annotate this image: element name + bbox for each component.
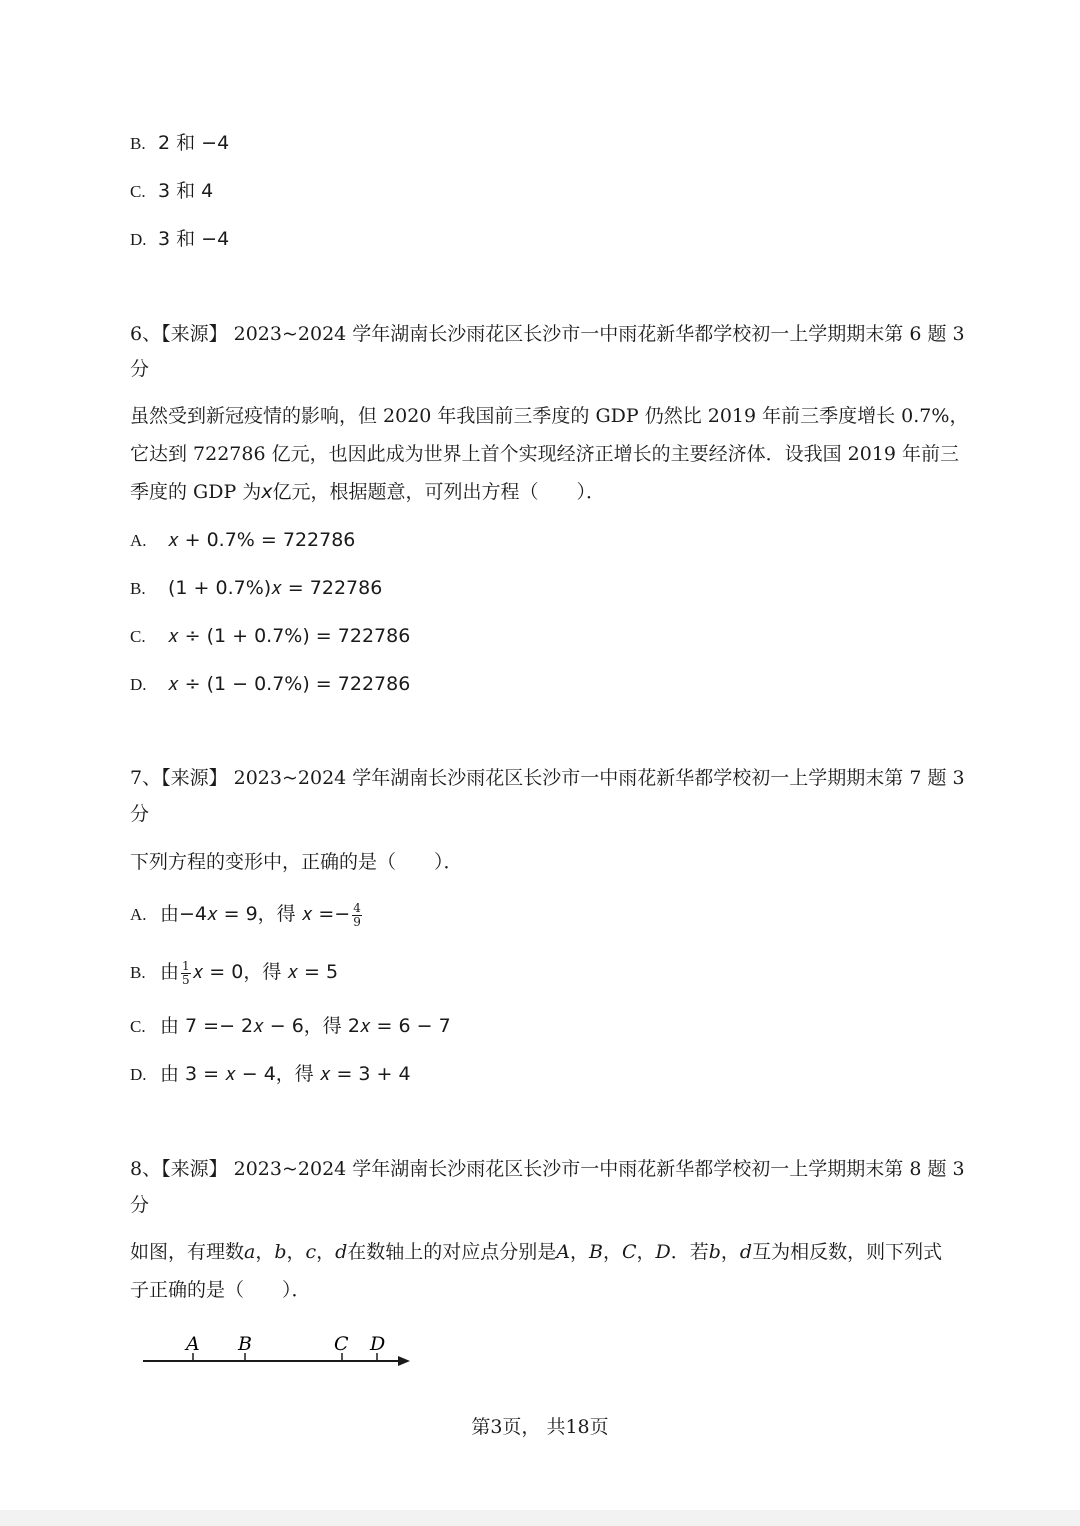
fraction-denominator: 5: [182, 972, 190, 987]
option-text: 3 和 4: [158, 180, 214, 202]
question-6-source: 6、【来源】 2023~2024 学年湖南长沙雨花区长沙市一中雨花新华都学校初一上学期期末第 6 题 3: [130, 323, 965, 345]
option-letter: D.: [130, 675, 147, 694]
option-letter: D.: [130, 1065, 147, 1084]
axis-label-a: A: [186, 1333, 200, 1355]
option-letter: B.: [130, 579, 146, 598]
fraction-numerator: 1: [182, 958, 190, 973]
fraction-numerator: 4: [353, 900, 361, 915]
option-text-post: 𝑥 = 0，得 𝑥 = 5: [192, 961, 339, 983]
option-text: 𝑥 ÷ (1 + 0.7%) = 722786: [168, 625, 411, 647]
question-8-body-line2: 子正确的是（ ）．: [130, 1279, 311, 1301]
option-text: 由−4𝑥 = 9，得 𝑥 =−: [160, 903, 351, 925]
option-letter: D.: [130, 230, 147, 249]
option-text: 由 3 = 𝑥 − 4，得 𝑥 = 3 + 4: [160, 1063, 411, 1085]
bottom-strip: [0, 1510, 1080, 1526]
option-letter: B.: [130, 134, 146, 153]
axis-label-d: D: [370, 1333, 386, 1355]
option-letter: C.: [130, 627, 146, 646]
option-text: 由: [160, 961, 180, 983]
option-letter: A.: [130, 905, 147, 924]
question-6-body-line1: 虽然受到新冠疫情的影响，但 2020 年我国前三季度的 GDP 仍然比 2019 年前三季度增长 0.7%，: [130, 405, 969, 427]
number-line-arrow: [398, 1356, 410, 1366]
question-6-body-line2: 它达到 722786 亿元，也因此成为世界上首个实现经济正增长的主要经济体．设我国 2019 年前三: [130, 443, 960, 465]
question-7-source: 7、【来源】 2023~2024 学年湖南长沙雨花区长沙市一中雨花新华都学校初一上学期期末第 7 题 3: [130, 767, 965, 789]
question-6-body-line3-a: 季度的 GDP 为: [130, 481, 262, 503]
option-text: 𝑥 + 0.7% = 722786: [168, 529, 356, 551]
option-text: 2 和 −4: [158, 132, 230, 154]
option-text: 𝑥 ÷ (1 − 0.7%) = 722786: [168, 673, 411, 695]
page-footer: 第3页， 共18页: [471, 1416, 609, 1438]
option-letter: C.: [130, 1017, 146, 1036]
question-6-body-line3-b: 亿元，根据题意，可列出方程（ ）．: [272, 481, 606, 503]
option-text: (1 + 0.7%)𝑥 = 722786: [168, 577, 383, 599]
option-text: 3 和 −4: [158, 228, 230, 250]
option-letter: A.: [130, 531, 147, 550]
axis-label-c: C: [334, 1333, 349, 1355]
question-8-source: 8、【来源】 2023~2024 学年湖南长沙雨花区长沙市一中雨花新华都学校初一上学期期末第 8 题 3: [130, 1158, 965, 1180]
question-6-source-cont: 分: [130, 358, 150, 380]
question-8-body-line1: 如图，有理数𝑎，𝑏，𝑐，𝑑在数轴上的对应点分别是𝐴，𝐵，𝐶，𝐷．若𝑏，𝑑互为相反数，则下列式: [130, 1241, 943, 1263]
option-letter: B.: [130, 963, 146, 982]
question-7-body: 下列方程的变形中，正确的是（ ）．: [130, 851, 463, 873]
option-text: 由 7 =− 2𝑥 − 6，得 2𝑥 = 6 − 7: [160, 1015, 451, 1037]
axis-label-b: B: [238, 1333, 252, 1355]
question-7-source-cont: 分: [130, 803, 150, 825]
fraction-denominator: 9: [353, 914, 361, 929]
option-letter: C.: [130, 182, 146, 201]
question-8-source-cont: 分: [130, 1194, 150, 1216]
variable-x: x: [261, 481, 273, 503]
